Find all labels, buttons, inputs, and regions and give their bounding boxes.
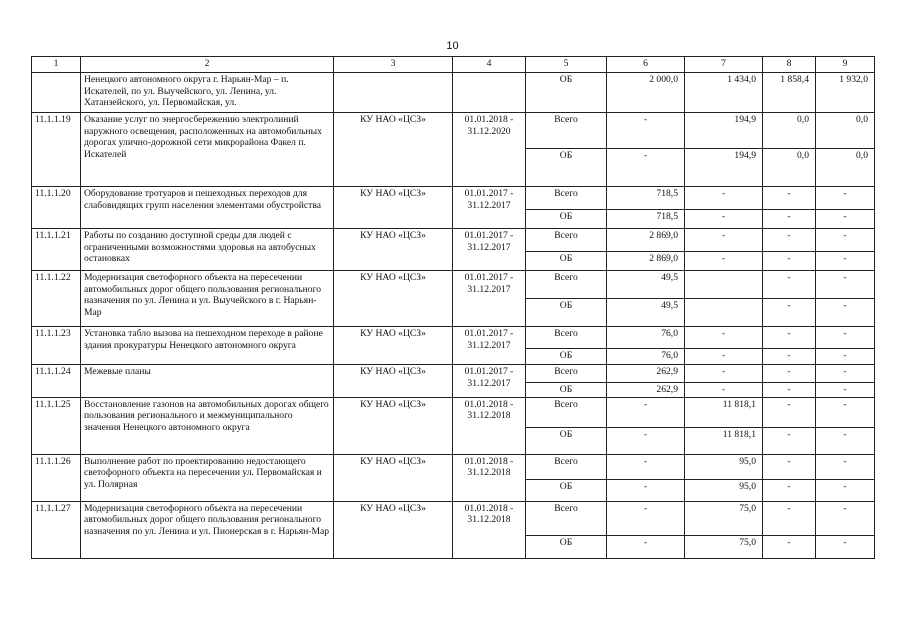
item-number-cell: 11.1.1.25 xyxy=(32,397,81,454)
amount-cell-c7 xyxy=(685,271,763,299)
amount-cell-c6: - xyxy=(607,454,685,479)
item-number-cell: 11.1.1.22 xyxy=(32,271,81,327)
amount-cell-c6: 262,9 xyxy=(607,365,685,383)
item-number-cell: 11.1.1.24 xyxy=(32,365,81,398)
period-cell: 01.01.2018 - 31.12.2020 xyxy=(453,113,526,187)
amount-cell-c8: - xyxy=(763,479,816,501)
amount-cell-c7: - xyxy=(685,365,763,383)
table-row xyxy=(32,327,875,349)
item-name-cell: Работы по созданию доступной среды для людей с ограниченными возможностями здоровья на автобусных остановках xyxy=(81,229,334,271)
amount-cell-c7: - xyxy=(685,349,763,365)
amount-cell-c6: 718,5 xyxy=(607,187,685,210)
amount-cell-c7: 194,9 xyxy=(685,113,763,149)
amount-cell-c9: - xyxy=(816,271,875,299)
item-name-cell: Оказание услуг по энергосбережению электролиний наружного освещения, расположенных на автомобильных дорогах улично-дорожной сети микрорайона Факел п. Искателей xyxy=(81,113,334,187)
amount-cell-c8: - xyxy=(763,229,816,252)
funding-source-cell: Всего xyxy=(526,327,607,349)
item-number-cell: 11.1.1.21 xyxy=(32,229,81,271)
amount-cell-c6: 76,0 xyxy=(607,349,685,365)
period-cell xyxy=(453,73,526,113)
amount-cell-c9: - xyxy=(816,535,875,558)
header-row xyxy=(32,57,875,73)
executor-cell: КУ НАО «ЦСЗ» xyxy=(334,229,453,271)
column-header: 9 xyxy=(816,57,875,73)
funding-source-cell: ОБ xyxy=(526,349,607,365)
amount-cell-c8: - xyxy=(763,271,816,299)
period-cell: 01.01.2017 - 31.12.2017 xyxy=(453,229,526,271)
table-row xyxy=(32,187,875,210)
amount-cell-c9: - xyxy=(816,187,875,210)
table-row xyxy=(32,73,875,113)
amount-cell-c6: - xyxy=(607,501,685,535)
executor-cell: КУ НАО «ЦСЗ» xyxy=(334,327,453,365)
column-header: 2 xyxy=(81,57,334,73)
amount-cell-c8: - xyxy=(763,397,816,427)
executor-cell: КУ НАО «ЦСЗ» xyxy=(334,501,453,558)
page-number: 10 xyxy=(446,40,459,52)
funding-source-cell: Всего xyxy=(526,229,607,252)
amount-cell-c6: - xyxy=(607,113,685,149)
amount-cell-c7: - xyxy=(685,383,763,398)
amount-cell-c9: - xyxy=(816,299,875,327)
amount-cell-c8: - xyxy=(763,365,816,383)
amount-cell-c9: 1 932,0 xyxy=(816,73,875,113)
amount-cell-c7: 75,0 xyxy=(685,535,763,558)
item-number-cell: 11.1.1.23 xyxy=(32,327,81,365)
amount-cell-c6: 49,5 xyxy=(607,299,685,327)
amount-cell-c6: 262,9 xyxy=(607,383,685,398)
column-header: 7 xyxy=(685,57,763,73)
item-name-cell: Ненецкого автономного округа г. Нарьян-Мар – п. Искателей, по ул. Выучейского, ул. Ленина, ул. Хатанзейского, ул. Первомайская, ул. xyxy=(81,73,334,113)
amount-cell-c8: - xyxy=(763,427,816,454)
column-header: 3 xyxy=(334,57,453,73)
amount-cell-c9: - xyxy=(816,427,875,454)
funding-source-cell: Всего xyxy=(526,187,607,210)
item-name-cell: Модернизация светофорного объекта на пересечении автомобильных дорог общего пользования регионального назначения по ул. Ленина и ул. Пионерская в г. Нарьян-Мар xyxy=(81,501,334,558)
amount-cell-c9: - xyxy=(816,349,875,365)
amount-cell-c7: 11 818,1 xyxy=(685,427,763,454)
executor-cell: КУ НАО «ЦСЗ» xyxy=(334,397,453,454)
item-number-cell: 11.1.1.19 xyxy=(32,113,81,187)
period-cell: 01.01.2018 - 31.12.2018 xyxy=(453,501,526,558)
amount-cell-c7: - xyxy=(685,327,763,349)
amount-cell-c9: 0,0 xyxy=(816,113,875,149)
amount-cell-c8: 1 858,4 xyxy=(763,73,816,113)
column-header: 1 xyxy=(32,57,81,73)
amount-cell-c6: 2 869,0 xyxy=(607,252,685,271)
period-cell: 01.01.2017 - 31.12.2017 xyxy=(453,365,526,398)
column-header: 5 xyxy=(526,57,607,73)
amount-cell-c7: - xyxy=(685,210,763,229)
table-row xyxy=(32,365,875,383)
table-row xyxy=(32,229,875,252)
executor-cell: КУ НАО «ЦСЗ» xyxy=(334,454,453,501)
amount-cell-c8: - xyxy=(763,187,816,210)
table-row xyxy=(32,454,875,479)
amount-cell-c9: - xyxy=(816,397,875,427)
amount-cell-c8: 0,0 xyxy=(763,149,816,187)
amount-cell-c6: - xyxy=(607,535,685,558)
amount-cell-c6: - xyxy=(607,427,685,454)
amount-cell-c7: - xyxy=(685,229,763,252)
funding-source-cell: Всего xyxy=(526,501,607,535)
executor-cell xyxy=(334,73,453,113)
amount-cell-c7: 194,9 xyxy=(685,149,763,187)
period-cell: 01.01.2017 - 31.12.2017 xyxy=(453,187,526,229)
amount-cell-c7: 1 434,0 xyxy=(685,73,763,113)
period-cell: 01.01.2017 - 31.12.2017 xyxy=(453,327,526,365)
table-body xyxy=(32,73,875,559)
amount-cell-c8: - xyxy=(763,535,816,558)
amount-cell-c8: - xyxy=(763,299,816,327)
period-cell: 01.01.2018 - 31.12.2018 xyxy=(453,397,526,454)
amount-cell-c9: - xyxy=(816,327,875,349)
amount-cell-c8: - xyxy=(763,252,816,271)
amount-cell-c6: 49,5 xyxy=(607,271,685,299)
funding-source-cell: ОБ xyxy=(526,535,607,558)
amount-cell-c8: - xyxy=(763,501,816,535)
amount-cell-c8: 0,0 xyxy=(763,113,816,149)
column-header: 6 xyxy=(607,57,685,73)
amount-cell-c7: 95,0 xyxy=(685,454,763,479)
funding-source-cell: ОБ xyxy=(526,299,607,327)
funding-source-cell: Всего xyxy=(526,113,607,149)
table-row xyxy=(32,113,875,149)
funding-source-cell: Всего xyxy=(526,397,607,427)
period-cell: 01.01.2017 - 31.12.2017 xyxy=(453,271,526,327)
amount-cell-c9: - xyxy=(816,210,875,229)
item-number-cell: 11.1.1.26 xyxy=(32,454,81,501)
amount-cell-c8: - xyxy=(763,210,816,229)
amount-cell-c6: 2 869,0 xyxy=(607,229,685,252)
amount-cell-c8: - xyxy=(763,383,816,398)
amount-cell-c6: 76,0 xyxy=(607,327,685,349)
funding-source-cell: ОБ xyxy=(526,210,607,229)
executor-cell: КУ НАО «ЦСЗ» xyxy=(334,271,453,327)
amount-cell-c6: 2 000,0 xyxy=(607,73,685,113)
executor-cell: КУ НАО «ЦСЗ» xyxy=(334,187,453,229)
item-name-cell: Оборудование тротуаров и пешеходных переходов для слабовидящих групп населения элементами обустройства xyxy=(81,187,334,229)
amount-cell-c9: - xyxy=(816,454,875,479)
amount-cell-c6: - xyxy=(607,479,685,501)
amount-cell-c6: - xyxy=(607,149,685,187)
amount-cell-c9: - xyxy=(816,479,875,501)
amount-cell-c8: - xyxy=(763,454,816,479)
item-name-cell: Установка табло вызова на пешеходном переходе в районе здания прокуратуры Ненецкого автономного округа xyxy=(81,327,334,365)
funding-source-cell: ОБ xyxy=(526,479,607,501)
funding-source-cell: ОБ xyxy=(526,73,607,113)
funding-source-cell: ОБ xyxy=(526,252,607,271)
amount-cell-c9: - xyxy=(816,229,875,252)
funding-source-cell: ОБ xyxy=(526,383,607,398)
amount-cell-c8: - xyxy=(763,327,816,349)
amount-cell-c7: - xyxy=(685,252,763,271)
amount-cell-c7: 11 818,1 xyxy=(685,397,763,427)
amount-cell-c7 xyxy=(685,299,763,327)
column-header: 4 xyxy=(453,57,526,73)
funding-source-cell: ОБ xyxy=(526,427,607,454)
executor-cell: КУ НАО «ЦСЗ» xyxy=(334,113,453,187)
table-row xyxy=(32,501,875,535)
amount-cell-c9: 0,0 xyxy=(816,149,875,187)
amount-cell-c7: 75,0 xyxy=(685,501,763,535)
amount-cell-c8: - xyxy=(763,349,816,365)
period-cell: 01.01.2018 - 31.12.2018 xyxy=(453,454,526,501)
item-name-cell: Выполнение работ по проектированию недостающего светофорного объекта на пересечении ул. Первомайская и ул. Полярная xyxy=(81,454,334,501)
amount-cell-c7: - xyxy=(685,187,763,210)
amount-cell-c7: 95,0 xyxy=(685,479,763,501)
item-name-cell: Межевые планы xyxy=(81,365,334,398)
amount-cell-c9: - xyxy=(816,501,875,535)
item-name-cell: Модернизация светофорного объекта на пересечении автомобильных дорог общего пользования регионального назначения по ул. Ленина и ул. Выучейского в г. Нарьян-Мар xyxy=(81,271,334,327)
amount-cell-c6: 718,5 xyxy=(607,210,685,229)
table-row xyxy=(32,397,875,427)
item-number-cell: 11.1.1.27 xyxy=(32,501,81,558)
amount-cell-c9: - xyxy=(816,365,875,383)
funding-source-cell: Всего xyxy=(526,365,607,383)
funding-source-cell: ОБ xyxy=(526,149,607,187)
funding-source-cell: Всего xyxy=(526,454,607,479)
amount-cell-c9: - xyxy=(816,252,875,271)
amount-cell-c9: - xyxy=(816,383,875,398)
item-number-cell xyxy=(32,73,81,113)
table-row xyxy=(32,271,875,299)
budget-table xyxy=(31,56,875,559)
funding-source-cell: Всего xyxy=(526,271,607,299)
amount-cell-c6: - xyxy=(607,397,685,427)
item-name-cell: Восстановление газонов на автомобильных дорогах общего пользования регионального и межмуниципального значения Ненецкого автономного округа xyxy=(81,397,334,454)
item-number-cell: 11.1.1.20 xyxy=(32,187,81,229)
executor-cell: КУ НАО «ЦСЗ» xyxy=(334,365,453,398)
column-header: 8 xyxy=(763,57,816,73)
